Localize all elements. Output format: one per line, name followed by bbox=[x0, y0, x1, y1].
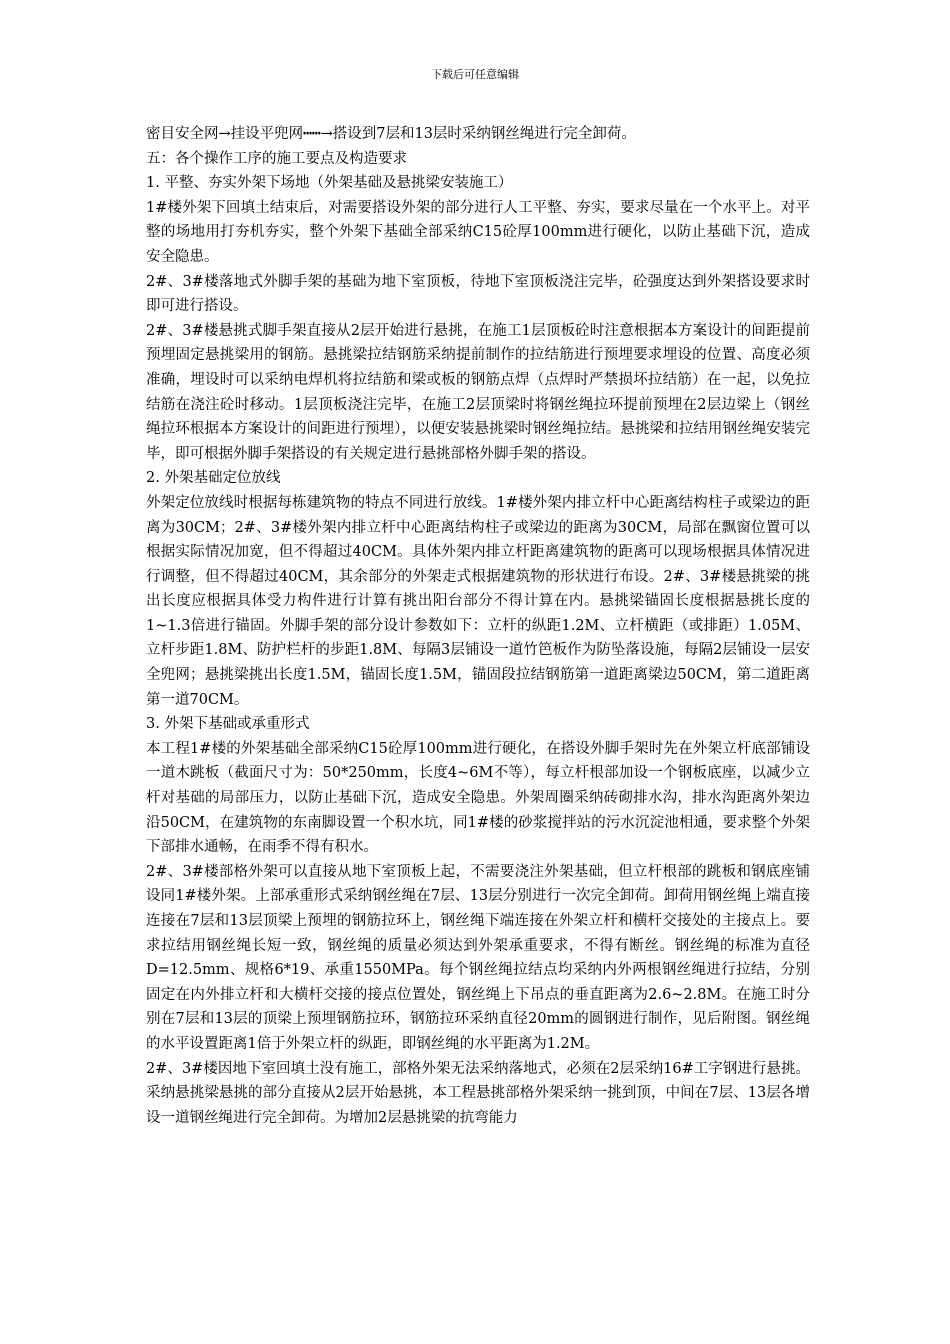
paragraph: 2#、3#楼因地下室回填土没有施工，部格外架无法采纳落地式，必须在2层采纳16#工字钢进行悬挑。采纳悬挑梁悬挑的部分直接从2层开始悬挑，本工程悬挑部格外架采纳一挑到顶，中间在7层、13层各增设一道钢丝绳进行完全卸荷。为增加2层悬挑梁的抗弯能力 bbox=[146, 1060, 810, 1126]
subsection-heading-2: 2. 外架基础定位放线 bbox=[146, 470, 281, 487]
subsection-heading-1: 1. 平整、夯实外架下场地（外架基础及悬挑梁安装施工） bbox=[146, 175, 513, 192]
paragraph: 1#楼外架下回填土结束后，对需要搭设外架的部分进行人工平整、夯实，要求尽量在一个水平上。对平整的场地用打夯机夯实，整个外架下基础全部采纳C15砼厚100mm进行硬化，以防止基础下沉，造成安全隐患。 bbox=[146, 199, 810, 265]
paragraph: 2#、3#楼部格外架可以直接从地下室顶板上起，不需要浇注外架基础，但立杆根部的跳板和钢底座铺设同1#楼外架。上部承重形式采纳钢丝绳在7层、13层分别进行一次完全卸荷。卸荷用钢丝绳上端直接连接在7层和13层顶梁上预埋的钢筋拉环上，钢丝绳下端连接在外架立杆和横杆交接处的主接点上。要求拉结用钢丝绳长短一致，钢丝绳的质量必须达到外架承重要求，不得有断丝。钢丝绳的标准为直径D=12.5mm、规格6*19、承重1550MPa。每个钢丝绳拉结点均采纳内外两根钢丝绳进行拉结，分别固定在内外排立杆和大横杆交接的接点位置处，钢丝绳上下吊点的垂直距离为2.6~2.8M。在施工时分别在7层和13层的顶梁上预埋钢筋拉环，钢筋拉环采纳直径20mm的圆钢进行制作，见后附图。钢丝绳的水平设置距离1倍于外架立杆的纵距，即钢丝绳的水平距离为1.2M。 bbox=[146, 863, 810, 1052]
paragraph: 2#、3#楼悬挑式脚手架直接从2层开始进行悬挑，在施工1层顶板砼时注意根据本方案设计的间距提前预埋固定悬挑梁用的钢筋。悬挑梁拉结钢筋采纳提前制作的拉结筋进行预埋要求埋设的位置、高度必须准确，埋设时可以采纳电焊机将拉结筋和梁或板的钢筋点焊（点焊时严禁损坏拉结筋）在一起，以免拉结筋在浇注砼时移动。1层顶板浇注完毕，在施工2层顶梁时将钢丝绳拉环提前预埋在2层边梁上（钢丝绳拉环根据本方案设计的间距进行预埋），以便安装悬挑梁时钢丝绳拉结。悬挑梁和拉结用钢丝绳安装完毕，即可根据外脚手架搭设的有关规定进行悬挑部格外脚手架的搭设。 bbox=[146, 322, 810, 462]
section-heading-5: 五：各个操作工序的施工要点及构造要求 bbox=[146, 150, 407, 167]
paragraph: 外架定位放线时根据每栋建筑物的特点不同进行放线。1#楼外架内排立杆中心距离结构柱子或梁边的距离为30CM；2#、3#楼外架内排立杆中心距离结构柱子或梁边的距离为30CM，局部在飘窗位置可以根据实际情况加宽，但不得超过40CM。具体外架内排立杆距离建筑物的距离可以现场根据具体情况进行调整，但不得超过40CM，其余部分的外架走式根据建筑物的形状进行布设。2#、3#楼悬挑梁的挑出长度应根据具体受力构件进行计算有挑出阳台部分不得计算在内。悬挑梁锚固长度根据悬挑长度的1~1.3倍进行锚固。外脚手架的部分设计参数如下：立杆的纵距1.2M、立杆横距（或排距）1.05M、立杆步距1.8M、防护栏杆的步距1.8M、每隔3层铺设一道竹笆板作为防坠落设施，每隔2层铺设一层安全兜网；悬挑梁挑出长度1.5M，锚固长度1.5M，锚固段拉结钢筋第一道距离梁边50CM，第二道距离第一道70CM。 bbox=[146, 494, 810, 708]
page-header: 下载后可任意编辑 bbox=[431, 68, 519, 81]
paragraph: 2#、3#楼落地式外脚手架的基础为地下室顶板，待地下室顶板浇注完毕，砼强度达到外架搭设要求时即可进行搭设。 bbox=[146, 273, 810, 315]
paragraph: 本工程1#楼的外架基础全部采纳C15砼厚100mm进行硬化，在搭设外脚手架时先在外架立杆底部铺设一道木跳板（截面尺寸为：50*250mm，长度4~6M不等），每立杆根部加设一个钢板底座，以减少立杆对基础的局部压力，以防止基础下沉，造成安全隐患。外架周圈采纳砖砌排水沟，排水沟距离外架边沿50CM，在建筑物的东南脚设置一个积水坑，同1#楼的砂浆搅拌站的污水沉淀池相通，要求整个外架下部排水通畅，在雨季不得有积水。 bbox=[146, 740, 810, 856]
paragraph-continuation: 密目安全网→挂设平兜网┅┅→搭设到7层和13层时采纳钢丝绳进行完全卸荷。 bbox=[146, 126, 636, 142]
document-body bbox=[146, 122, 810, 1130]
subsection-heading-3: 3. 外架下基础或承重形式 bbox=[146, 716, 310, 733]
